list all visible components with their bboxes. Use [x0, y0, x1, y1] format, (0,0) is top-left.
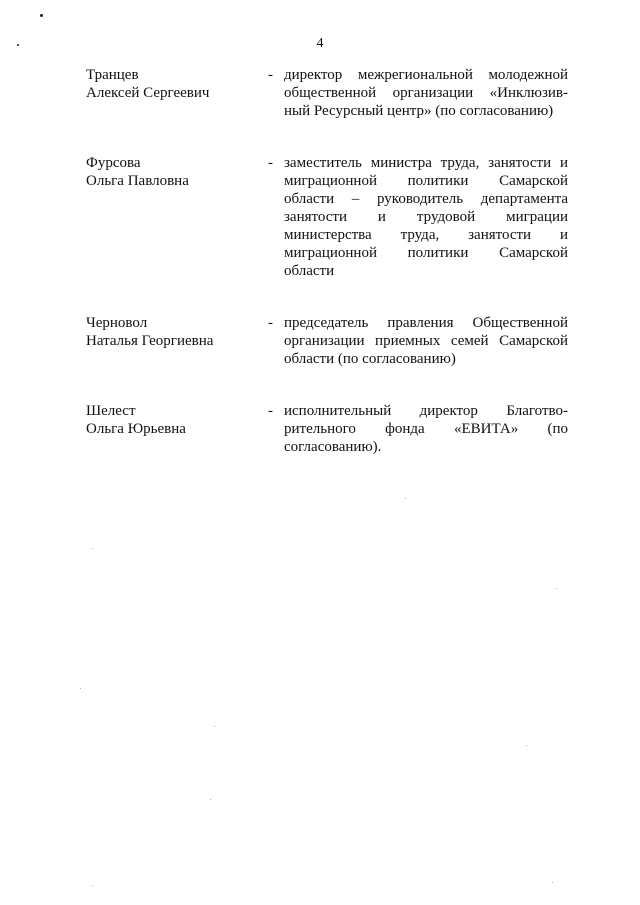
member-name	[86, 402, 268, 438]
scan-speck	[92, 885, 93, 886]
member-entry	[86, 154, 570, 280]
role-line: общественной организации «Инклюзив-	[284, 85, 568, 101]
member-entry	[86, 402, 570, 456]
scan-speck	[552, 882, 553, 883]
scan-speck	[40, 14, 43, 17]
role-line: согласованию).	[284, 439, 382, 455]
member-surname: Черновол	[86, 315, 148, 331]
role-line: председатель правления Общественной	[284, 315, 568, 331]
scan-speck	[405, 498, 406, 499]
role-line: занятости и трудовой миграции	[284, 209, 568, 225]
dash-separator: -	[268, 403, 273, 419]
member-name	[86, 314, 268, 350]
role-line: области (по согласованию)	[284, 351, 456, 367]
member-role	[284, 154, 568, 280]
role-line: области	[284, 263, 335, 279]
role-line: исполнительный директор Благотво-	[284, 403, 568, 419]
member-surname: Шелест	[86, 403, 136, 419]
member-entry	[86, 314, 570, 368]
scan-speck	[210, 799, 211, 800]
member-surname: Фурсова	[86, 155, 141, 171]
scan-speck	[214, 726, 215, 727]
role-line: миграционной политики Самарской	[284, 173, 568, 189]
member-given-name: Алексей Сергеевич	[86, 85, 210, 101]
role-line: заместитель министра труда, занятости и	[284, 155, 568, 171]
member-given-name: Наталья Георгиевна	[86, 333, 214, 349]
member-name	[86, 66, 268, 102]
role-line: рительного фонда «ЕВИТА» (по	[284, 421, 568, 437]
member-given-name: Ольга Павловна	[86, 173, 189, 189]
member-list	[86, 66, 570, 490]
member-role	[284, 402, 568, 456]
member-role	[284, 66, 568, 120]
member-name	[86, 154, 268, 190]
member-role	[284, 314, 568, 368]
member-entry	[86, 66, 570, 120]
role-line: директор межрегиональной молодежной	[284, 67, 568, 83]
dash-separator: -	[268, 67, 273, 83]
scan-speck	[92, 548, 93, 549]
member-given-name: Ольга Юрьевна	[86, 421, 186, 437]
dash-separator: -	[268, 155, 273, 171]
scan-speck	[80, 688, 81, 689]
scan-speck	[556, 588, 557, 589]
role-line: области – руководитель департамента	[284, 191, 568, 207]
role-line: миграционной политики Самарской	[284, 245, 568, 261]
page-number: 4	[316, 36, 324, 51]
role-line: министерства труда, занятости и	[284, 227, 568, 243]
member-surname: Транцев	[86, 67, 139, 83]
scan-speck	[526, 745, 527, 746]
role-line: ный Ресурсный центр» (по согласованию)	[284, 103, 554, 119]
role-line: организации приемных семей Самарской	[284, 333, 568, 349]
dash-separator: -	[268, 315, 273, 331]
